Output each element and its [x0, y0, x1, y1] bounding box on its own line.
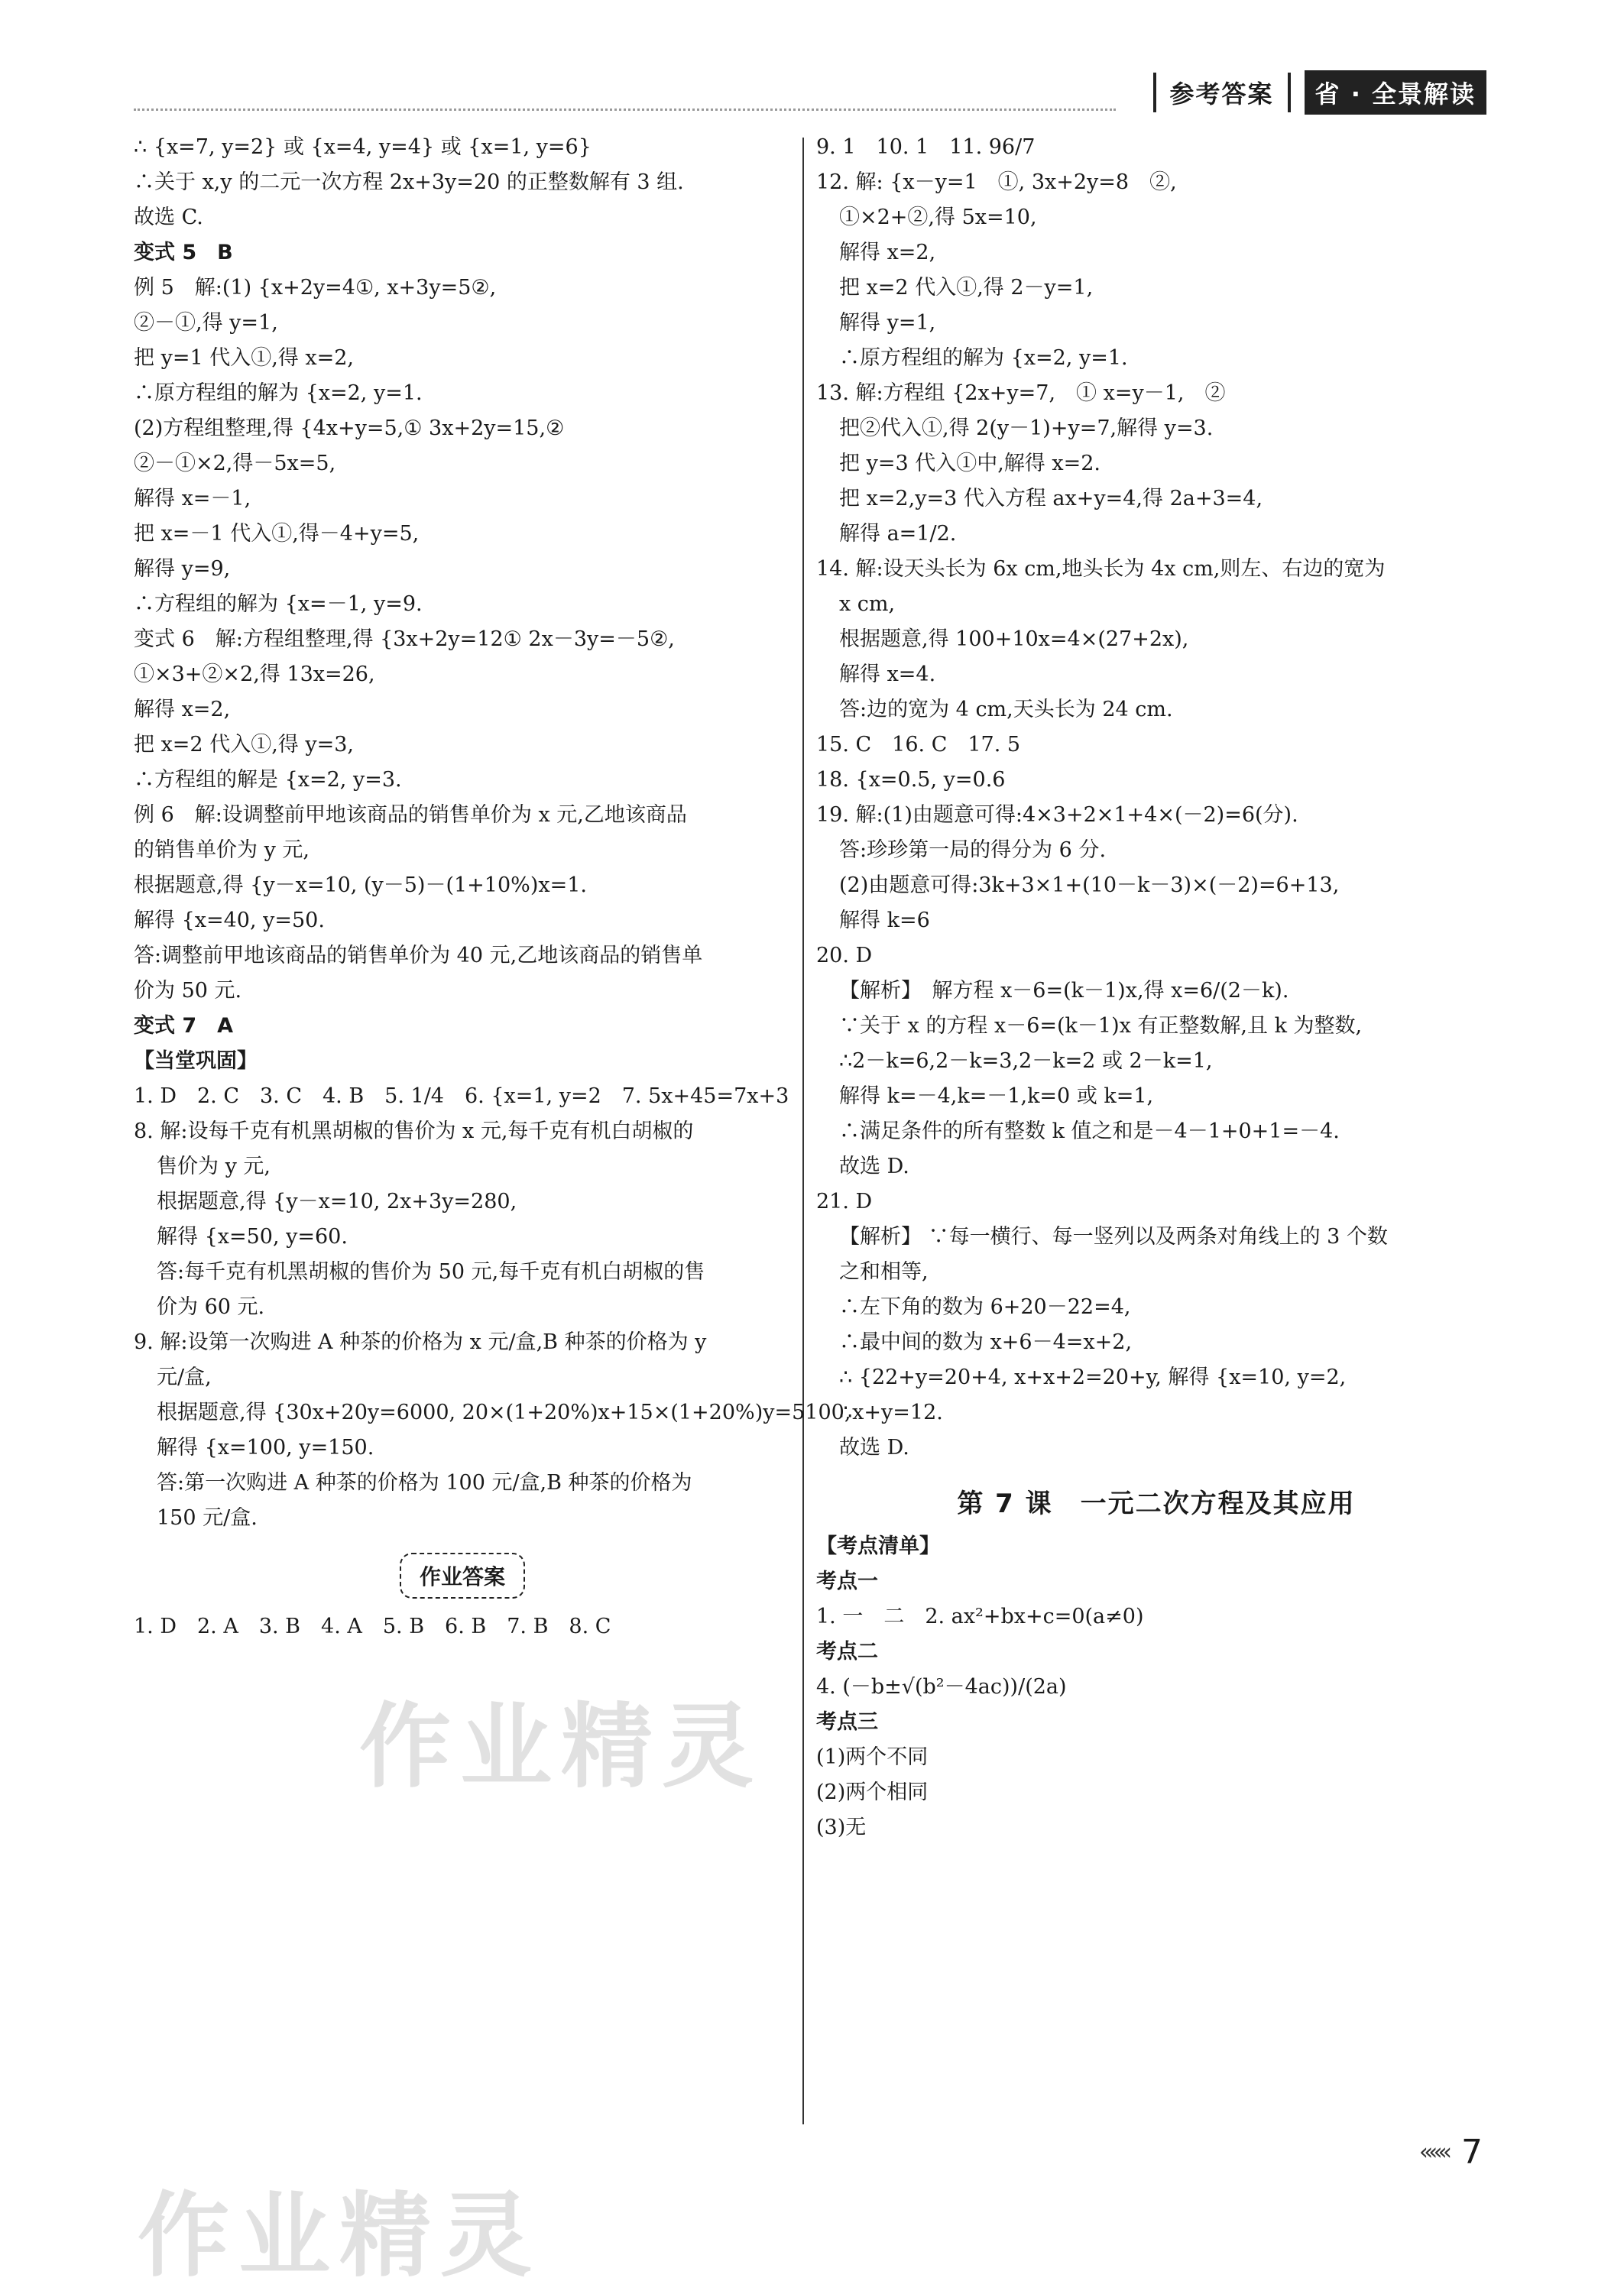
answer-line: ∴关于 x,y 的二元一次方程 2x+3y=20 的正整数解有 3 组.: [134, 170, 684, 194]
double-chevron-left-icon: «««: [1418, 2139, 1447, 2166]
answer-line: (2)两个相同: [816, 1780, 929, 1804]
answer-line: 15. C 16. C 17. 5: [816, 733, 1021, 757]
answer-line: 12. 解: {x－y=1 ①, 3x+2y=8 ②,: [816, 170, 1177, 194]
answer-line: 解得 x=2,: [134, 698, 231, 721]
answer-line: ∴ {x=7, y=2} 或 {x=4, y=4} 或 {x=1, y=6}: [134, 135, 592, 159]
answer-line: 150 元/盒.: [157, 1506, 258, 1530]
answer-line: 答:调整前甲地该商品的销售单价为 40 元,乙地该商品的销售单: [134, 944, 703, 967]
answer-line: ∴x+y=12.: [839, 1401, 943, 1424]
answer-line: 把 x=2 代入①,得 2－y=1,: [839, 276, 1094, 300]
answer-line: 变式 7 A: [134, 1014, 234, 1038]
answer-line: 答:第一次购进 A 种茶的价格为 100 元/盒,B 种茶的价格为: [157, 1471, 692, 1495]
answer-line: (3)无: [816, 1816, 867, 1839]
answer-line: 的销售单价为 y 元,: [134, 838, 310, 862]
answer-line: (1)两个不同: [816, 1745, 929, 1769]
answer-line: ∴方程组的解是 {x=2, y=3.: [134, 768, 402, 792]
section-heading: 【当堂巩固】: [134, 1049, 258, 1073]
answer-line: 价为 60 元.: [157, 1295, 265, 1319]
answer-line: 18. {x=0.5, y=0.6: [816, 768, 1006, 792]
answer-line: 解得 {x=100, y=150.: [157, 1436, 374, 1460]
answer-line: 根据题意,得 100+10x=4×(27+2x),: [839, 627, 1189, 651]
answer-line: 解得 y=9,: [134, 557, 231, 581]
watermark: 作业精灵: [359, 1694, 763, 1800]
answer-line: 把 x=2,y=3 代入方程 ax+y=4,得 2a+3=4,: [839, 487, 1263, 510]
header-divider: [1288, 73, 1291, 112]
answer-line: ∵关于 x 的方程 x－6=(k－1)x 有正整数解,且 k 为整数,: [839, 1014, 1363, 1038]
answer-line: 例 5 解:(1) {x+2y=4①, x+3y=5②,: [134, 276, 497, 300]
answer-line: 8. 解:设每千克有机黑胡椒的售价为 x 元,每千克有机白胡椒的: [134, 1119, 694, 1143]
answer-line: 把 x=－1 代入①,得－4+y=5,: [134, 522, 420, 546]
answer-line: 4. (－b±√(b²－4ac))/(2a): [816, 1675, 1067, 1699]
answer-line: 解得 a=1/2.: [839, 522, 957, 546]
answer-line: 解得 x=2,: [839, 241, 936, 264]
answer-line: 根据题意,得 {y－x=10, (y－5)－(1+10%)x=1.: [134, 873, 587, 897]
answer-line: ②－①×2,得－5x=5,: [134, 452, 336, 475]
answer-line: 例 6 解:设调整前甲地该商品的销售单价为 x 元,乙地该商品: [134, 803, 687, 827]
answer-line: ∴左下角的数为 6+20－22=4,: [839, 1295, 1131, 1319]
answer-line: 售价为 y 元,: [157, 1155, 271, 1178]
answer-line: ∴ {22+y=20+4, x+x+2=20+y, 解得 {x=10, y=2,: [839, 1366, 1347, 1389]
answer-line: 20. D: [816, 944, 873, 967]
answer-line: 之和相等,: [839, 1260, 929, 1284]
answer-line: 解得 x=－1,: [134, 487, 251, 510]
watermark: 作业精灵: [138, 2183, 541, 2289]
answer-line: 故选 C.: [134, 206, 203, 229]
page-header: [1153, 70, 1486, 115]
header-answers-label: 参考答案: [1169, 79, 1274, 109]
answer-line: (2)方程组整理,得 {4x+y=5,① 3x+2y=15,②: [134, 416, 565, 440]
answer-line: 【解析】 ∵每一横行、每一竖列以及两条对角线上的 3 个数: [839, 1225, 1388, 1249]
right-column: [816, 130, 1496, 1845]
section-heading: 【考点清单】: [816, 1534, 940, 1558]
answer-line: 把 y=1 代入①,得 x=2,: [134, 346, 354, 370]
answer-line: ∴方程组的解为 {x=－1, y=9.: [134, 592, 423, 616]
answer-line: 14. 解:设天头长为 6x cm,地头长为 4x cm,则左、右边的宽为: [816, 557, 1386, 581]
answer-line: ∴原方程组的解为 {x=2, y=1.: [839, 346, 1128, 370]
answer-line: 9. 解:设第一次购进 A 种茶的价格为 x 元/盒,B 种茶的价格为 y: [134, 1330, 707, 1354]
subsection-heading: 考点一: [816, 1570, 878, 1593]
answer-line: 1. 一 二 2. ax²+bx+c=0(a≠0): [816, 1605, 1144, 1628]
lesson-title: 第 7 课 一元二次方程及其应用: [957, 1489, 1356, 1519]
answer-line: (2)由题意可得:3k+3×1+(10－k－3)×(－2)=6+13,: [839, 873, 1340, 897]
answer-line: 解得 {x=50, y=60.: [157, 1225, 348, 1249]
answer-line: ∴最中间的数为 x+6－4=x+2,: [839, 1330, 1133, 1354]
header-dotted-rule: [134, 109, 1116, 111]
homework-answers-label: 作业答案: [400, 1553, 525, 1599]
subsection-heading: 考点三: [816, 1710, 878, 1734]
answer-line: 解得 {x=40, y=50.: [134, 909, 325, 932]
answer-line: 根据题意,得 {30x+20y=6000, 20×(1+20%)x+15×(1+20%)y=5100,: [157, 1401, 851, 1424]
answer-line: 根据题意,得 {y－x=10, 2x+3y=280,: [157, 1190, 517, 1213]
answer-line: 把 x=2 代入①,得 y=3,: [134, 733, 354, 757]
answer-line: 【解析】 解方程 x－6=(k－1)x,得 x=6/(2－k).: [839, 979, 1289, 1003]
answer-line: 故选 D.: [839, 1155, 909, 1178]
answer-line: 13. 解:方程组 {2x+y=7, ① x=y－1, ②: [816, 381, 1226, 405]
header-brand: 省 · 全景解读: [1305, 70, 1486, 115]
answer-line: 元/盒,: [157, 1366, 212, 1389]
answer-line: 9. 1 10. 1 11. 96/7: [816, 135, 1036, 159]
homework-answers-badge: [134, 1553, 791, 1599]
answer-line: x cm,: [839, 592, 896, 616]
column-divider: [802, 138, 804, 2124]
answer-line: 解得 x=4.: [839, 663, 936, 686]
answer-line: 19. 解:(1)由题意可得:4×3+2×1+4×(－2)=6(分).: [816, 803, 1298, 827]
answer-line: ①×2+②,得 5x=10,: [839, 206, 1037, 229]
subsection-heading: 考点二: [816, 1640, 878, 1664]
answer-line: ∴满足条件的所有整数 k 值之和是－4－1+0+1=－4.: [839, 1119, 1340, 1143]
answer-line: 答:边的宽为 4 cm,天头长为 24 cm.: [839, 698, 1173, 721]
answer-line: ∴原方程组的解为 {x=2, y=1.: [134, 381, 423, 405]
page-number: 7: [1461, 2133, 1483, 2172]
header-divider: [1153, 73, 1156, 112]
page-number-area: [1419, 2133, 1483, 2172]
answer-line: 1. D 2. A 3. B 4. A 5. B 6. B 7. B 8. C: [134, 1615, 611, 1638]
answer-line: 21. D: [816, 1190, 873, 1213]
answer-line: 变式 6 解:方程组整理,得 {3x+2y=12① 2x－3y=－5②,: [134, 627, 675, 651]
answer-line: 答:珍珍第一局的得分为 6 分.: [839, 838, 1107, 862]
answer-line: 解得 y=1,: [839, 311, 936, 335]
answer-line: ②－①,得 y=1,: [134, 311, 278, 335]
answer-line: 解得 k=－4,k=－1,k=0 或 k=1,: [839, 1084, 1154, 1108]
answer-line: 故选 D.: [839, 1436, 909, 1460]
answer-line: 价为 50 元.: [134, 979, 242, 1003]
answer-line: ∴2－k=6,2－k=3,2－k=2 或 2－k=1,: [839, 1049, 1213, 1073]
answer-line: 把 y=3 代入①中,解得 x=2.: [839, 452, 1100, 475]
answer-line: 把②代入①,得 2(y－1)+y=7,解得 y=3.: [839, 416, 1214, 440]
answer-line: 1. D 2. C 3. C 4. B 5. 1/4 6. {x=1, y=2 7. 5x+45=7x+3: [134, 1084, 789, 1108]
answer-line: ①×3+②×2,得 13x=26,: [134, 663, 375, 686]
answer-line: 解得 k=6: [839, 909, 930, 932]
answer-line: 答:每千克有机黑胡椒的售价为 50 元,每千克有机白胡椒的售: [157, 1260, 705, 1284]
answer-line: 变式 5 B: [134, 241, 233, 264]
